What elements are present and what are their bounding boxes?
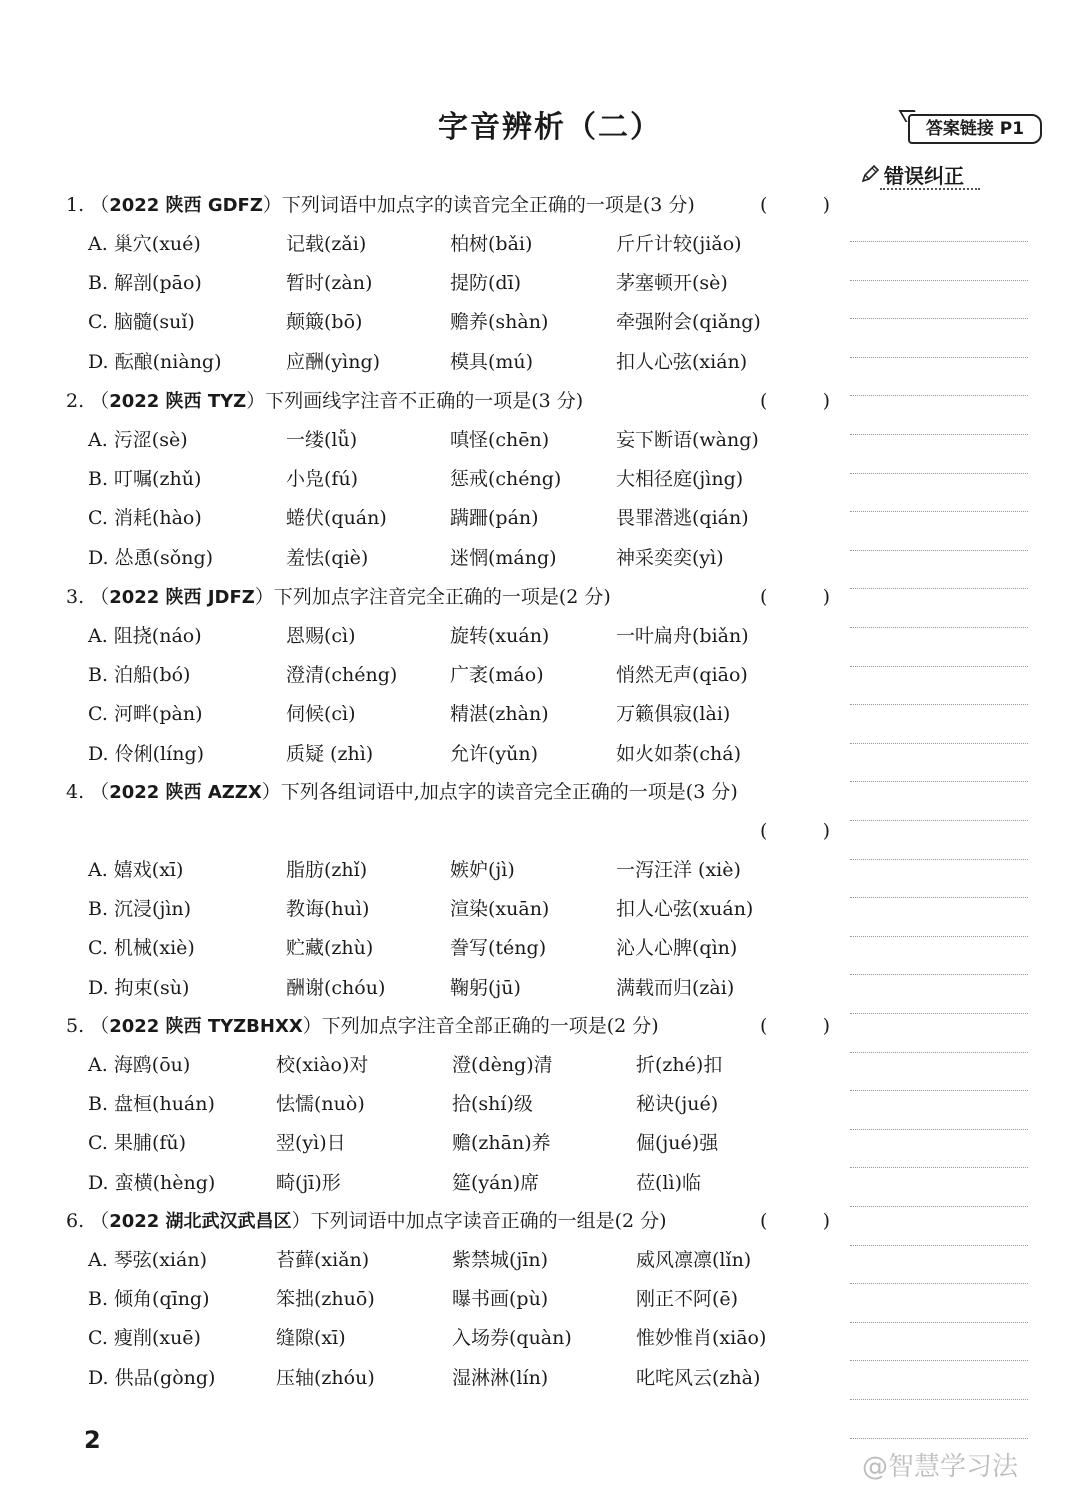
option-choice: C. 瘦削(xuē) <box>88 1327 201 1350</box>
option-choice: D. 酝酿(niàng) <box>88 350 222 373</box>
option-word: 神采奕奕(yì) <box>616 546 724 569</box>
pencil-icon <box>860 164 880 184</box>
correction-line[interactable] <box>850 1052 1028 1053</box>
question-source-label: 2022 陕西 TYZBHXX <box>109 1016 303 1037</box>
answer-blank-left: ( <box>760 194 768 216</box>
option-word: 秘诀(jué) <box>636 1093 719 1116</box>
answer-blank-left: ( <box>760 820 768 842</box>
option-word: 悄然无声(qiāo) <box>616 664 748 687</box>
option-word: 广袤(máo) <box>450 664 544 687</box>
option-choice: B. 叮嘱(zhǔ) <box>88 468 202 491</box>
option-word: 允许(yǔn) <box>450 742 539 765</box>
question-source-label: 2022 湖北武汉武昌区 <box>109 1211 292 1232</box>
option-word: 脂肪(zhǐ) <box>286 859 368 881</box>
option-choice: A. 海鸥(ōu) <box>88 1054 191 1076</box>
correction-underline <box>880 188 980 190</box>
option-word: 缝隙(xī) <box>276 1327 346 1350</box>
option-word: 暂时(zàn) <box>286 272 373 295</box>
option-word: 湿淋淋(lín) <box>452 1366 549 1389</box>
error-correction-label: 错误纠正 <box>884 163 964 188</box>
option-choice: B. 泊船(bó) <box>88 664 191 687</box>
option-word: 精湛(zhàn) <box>450 703 549 726</box>
correction-line[interactable] <box>850 1013 1028 1014</box>
correction-line[interactable] <box>850 897 1028 898</box>
option-word: 怯懦(nuò) <box>276 1093 365 1116</box>
answer-blank[interactable] <box>760 386 830 416</box>
correction-line[interactable] <box>850 666 1028 667</box>
option-word: 酬谢(chóu) <box>286 976 386 999</box>
option-word: 柏树(bǎi) <box>450 233 533 255</box>
option-word: 茅塞顿开(sè) <box>616 272 728 295</box>
option-word: 赡养(shàn) <box>450 311 549 334</box>
option-word: 提防(dī) <box>450 272 522 295</box>
correction-line[interactable] <box>850 1167 1028 1168</box>
watermark-text: @智慧学习法 <box>862 1452 1019 1482</box>
option-word: 叱咤风云(zhà) <box>636 1366 761 1389</box>
option-choice: A. 琴弦(xián) <box>88 1249 207 1271</box>
correction-line[interactable] <box>850 781 1028 782</box>
option-word: 折(zhé)扣 <box>636 1054 723 1076</box>
correction-line[interactable] <box>850 318 1028 319</box>
correction-line[interactable] <box>850 820 1028 821</box>
option-choice: B. 解剖(pāo) <box>88 272 202 295</box>
option-choice: D. 拘束(sù) <box>88 976 190 999</box>
correction-line[interactable] <box>850 395 1028 396</box>
option-word: 赡(zhān)养 <box>452 1132 551 1155</box>
question-stem <box>66 190 695 220</box>
option-word: 鞠躬(jū) <box>450 976 521 999</box>
correction-line[interactable] <box>850 936 1028 937</box>
open-paren: （ <box>90 390 110 412</box>
open-paren: （ <box>90 194 110 216</box>
option-word: 嗔怪(chēn) <box>450 429 550 451</box>
question-text: ）下列词语中加点字的读音完全正确的一项是(3 分) <box>262 194 695 216</box>
option-word: 迷惘(máng) <box>450 546 557 569</box>
option-word: 记载(zǎi) <box>286 233 367 255</box>
option-word: 伺候(cì) <box>286 703 356 726</box>
option-word: 拾(shí)级 <box>452 1093 533 1116</box>
answer-blank-left: ( <box>760 586 768 608</box>
question-stem <box>66 582 611 612</box>
option-word: 莅(lì)临 <box>636 1171 701 1194</box>
answer-blank-left: ( <box>760 1015 768 1037</box>
correction-line[interactable] <box>850 627 1028 628</box>
option-word: 牵强附会(qiǎng) <box>616 311 761 334</box>
correction-line[interactable] <box>850 1245 1028 1246</box>
option-word: 澄(dèng)清 <box>452 1054 553 1076</box>
question-text: ）下列加点字注音完全正确的一项是(2 分) <box>254 586 611 608</box>
option-word: 恩赐(cì) <box>286 625 356 647</box>
answer-blank[interactable] <box>760 582 830 612</box>
option-word: 沁人心脾(qìn) <box>616 937 738 960</box>
option-choice: B. 倾角(qīng) <box>88 1288 210 1311</box>
question-text: ）下列词语中加点字读音正确的一组是(2 分) <box>291 1210 667 1232</box>
option-choice: C. 果脯(fǔ) <box>88 1132 187 1155</box>
option-word: 模具(mú) <box>450 350 534 373</box>
option-word: 筵(yán)席 <box>452 1171 540 1194</box>
option-word: 如火如荼(chá) <box>616 742 742 765</box>
option-word: 压轴(zhóu) <box>276 1366 375 1389</box>
correction-line[interactable] <box>850 743 1028 744</box>
question-number: 3. <box>66 586 91 608</box>
option-choice: D. 伶俐(líng) <box>88 742 205 765</box>
option-word: 入场券(quàn) <box>452 1327 572 1350</box>
correction-line[interactable] <box>850 1129 1028 1130</box>
option-choice: A. 嬉戏(xī) <box>88 859 184 881</box>
option-word: 苔藓(xiǎn) <box>276 1249 370 1271</box>
option-word: 大相径庭(jìng) <box>616 468 744 491</box>
option-choice: B. 沉浸(jìn) <box>88 898 192 921</box>
option-choice: D. 蛮横(hèng) <box>88 1171 216 1194</box>
answer-blank[interactable] <box>760 190 830 220</box>
question-number: 1. <box>66 194 91 216</box>
option-word: 畏罪潜逃(qián) <box>616 507 749 530</box>
correction-line[interactable] <box>850 1360 1028 1361</box>
option-word: 旋转(xuán) <box>450 625 550 647</box>
answer-blank-right: ) <box>822 586 830 608</box>
answer-blank-right: ) <box>822 1210 830 1232</box>
question-stem <box>66 386 583 416</box>
option-choice: B. 盘桓(huán) <box>88 1093 215 1116</box>
open-paren: （ <box>90 1015 110 1037</box>
correction-line[interactable] <box>850 357 1028 358</box>
question-number: 4. <box>66 781 91 803</box>
option-word: 校(xiào)对 <box>276 1054 369 1076</box>
question-stem <box>66 777 738 807</box>
question-source-label: 2022 陕西 JDFZ <box>109 587 255 608</box>
open-paren: （ <box>90 1210 110 1232</box>
option-choice: D. 怂恿(sǒng) <box>88 546 214 569</box>
question-number: 2. <box>66 390 91 412</box>
option-word: 蜷伏(quán) <box>286 507 387 530</box>
option-word: 畸(jī)形 <box>276 1171 341 1194</box>
option-word: 扣人心弦(xuán) <box>616 898 754 921</box>
question-source-label: 2022 陕西 AZZX <box>109 782 262 803</box>
question-stem <box>66 1206 667 1236</box>
correction-line[interactable] <box>850 588 1028 589</box>
option-word: 妄下断语(wàng) <box>616 429 759 451</box>
option-word: 澄清(chéng) <box>286 664 398 687</box>
option-word: 刚正不阿(ē) <box>636 1288 739 1311</box>
answer-blank-right: ) <box>822 194 830 216</box>
option-word: 一泻汪洋 (xiè) <box>616 859 741 881</box>
option-word: 惟妙惟肖(xiāo) <box>636 1327 767 1350</box>
question-text: ）下列各组词语中,加点字的读音完全正确的一项是(3 分) <box>261 781 738 803</box>
correction-line[interactable] <box>850 280 1028 281</box>
option-word: 惩戒(chéng) <box>450 468 562 491</box>
correction-line[interactable] <box>850 859 1028 860</box>
option-word: 渲染(xuān) <box>450 898 550 921</box>
option-word: 应酬(yìng) <box>286 350 381 373</box>
question-stem <box>66 1011 659 1041</box>
question-number: 5. <box>66 1015 91 1037</box>
correction-line[interactable] <box>850 241 1028 242</box>
answer-blank[interactable] <box>760 1011 830 1041</box>
option-choice: A. 污涩(sè) <box>88 429 188 451</box>
correction-line[interactable] <box>850 550 1028 551</box>
correction-line[interactable] <box>850 1090 1028 1091</box>
option-word: 誊写(téng) <box>450 937 547 960</box>
answer-link-tag[interactable]: 答案链接 P1 <box>908 114 1042 144</box>
question-number: 6. <box>66 1210 91 1232</box>
option-word: 斤斤计较(jiǎo) <box>616 233 742 255</box>
option-word: 贮藏(zhù) <box>286 937 374 960</box>
correction-line[interactable] <box>850 1322 1028 1323</box>
answer-blank-left: ( <box>760 1210 768 1232</box>
option-word: 扣人心弦(xián) <box>616 350 748 373</box>
answer-blank[interactable] <box>760 1206 830 1236</box>
answer-blank[interactable] <box>760 816 830 846</box>
option-choice: D. 供品(gòng) <box>88 1366 216 1389</box>
option-word: 万籁俱寂(lài) <box>616 703 731 726</box>
option-choice: C. 脑髓(suǐ) <box>88 311 195 334</box>
option-word: 颠簸(bō) <box>286 311 363 334</box>
option-word: 笨拙(zhuō) <box>276 1288 375 1311</box>
answer-blank-right: ) <box>822 1015 830 1037</box>
option-word: 威风凛凛(lǐn) <box>636 1249 752 1271</box>
option-word: 倔(jué)强 <box>636 1132 719 1155</box>
question-text: ）下列画线字注音不正确的一项是(3 分) <box>246 390 584 412</box>
option-word: 紫禁城(jīn) <box>452 1249 549 1271</box>
correction-line[interactable] <box>850 974 1028 975</box>
option-word: 蹒跚(pán) <box>450 507 539 530</box>
option-word: 曝书画(pù) <box>452 1288 549 1311</box>
option-word: 小凫(fú) <box>286 468 359 491</box>
correction-line[interactable] <box>850 704 1028 705</box>
option-word: 满载而归(zài) <box>616 976 735 999</box>
question-source-label: 2022 陕西 TYZ <box>109 391 247 412</box>
answer-blank-right: ) <box>822 390 830 412</box>
correction-line[interactable] <box>850 473 1028 474</box>
error-correction-header <box>860 160 964 188</box>
page-title: 字音辨析（二） <box>438 110 662 145</box>
correction-line[interactable] <box>850 511 1028 512</box>
question-source-label: 2022 陕西 GDFZ <box>109 195 263 216</box>
correction-line[interactable] <box>850 434 1028 435</box>
option-word: 教诲(huì) <box>286 898 370 921</box>
option-word: 羞怯(qiè) <box>286 546 369 569</box>
option-choice: C. 消耗(hào) <box>88 507 202 530</box>
correction-line[interactable] <box>850 1399 1028 1400</box>
option-choice: C. 机械(xiè) <box>88 937 195 960</box>
open-paren: （ <box>90 586 110 608</box>
answer-blank-right: ) <box>822 820 830 842</box>
option-word: 翌(yì)日 <box>276 1132 346 1155</box>
option-choice: A. 阻挠(náo) <box>88 625 202 647</box>
correction-line[interactable] <box>850 1283 1028 1284</box>
option-word: 嫉妒(jì) <box>450 859 515 881</box>
answer-blank-left: ( <box>760 390 768 412</box>
page-number: 2 <box>84 1426 101 1454</box>
question-text: ）下列加点字注音全部正确的一项是(2 分) <box>302 1015 659 1037</box>
option-word: 一叶扁舟(biǎn) <box>616 625 749 647</box>
option-choice: A. 巢穴(xué) <box>88 233 201 255</box>
option-word: 一缕(lǚ) <box>286 429 358 451</box>
option-choice: C. 河畔(pàn) <box>88 703 203 726</box>
open-paren: （ <box>90 781 110 803</box>
correction-line[interactable] <box>850 1206 1028 1207</box>
option-word: 质疑 (zhì) <box>286 742 374 765</box>
correction-line[interactable] <box>850 1438 1028 1439</box>
